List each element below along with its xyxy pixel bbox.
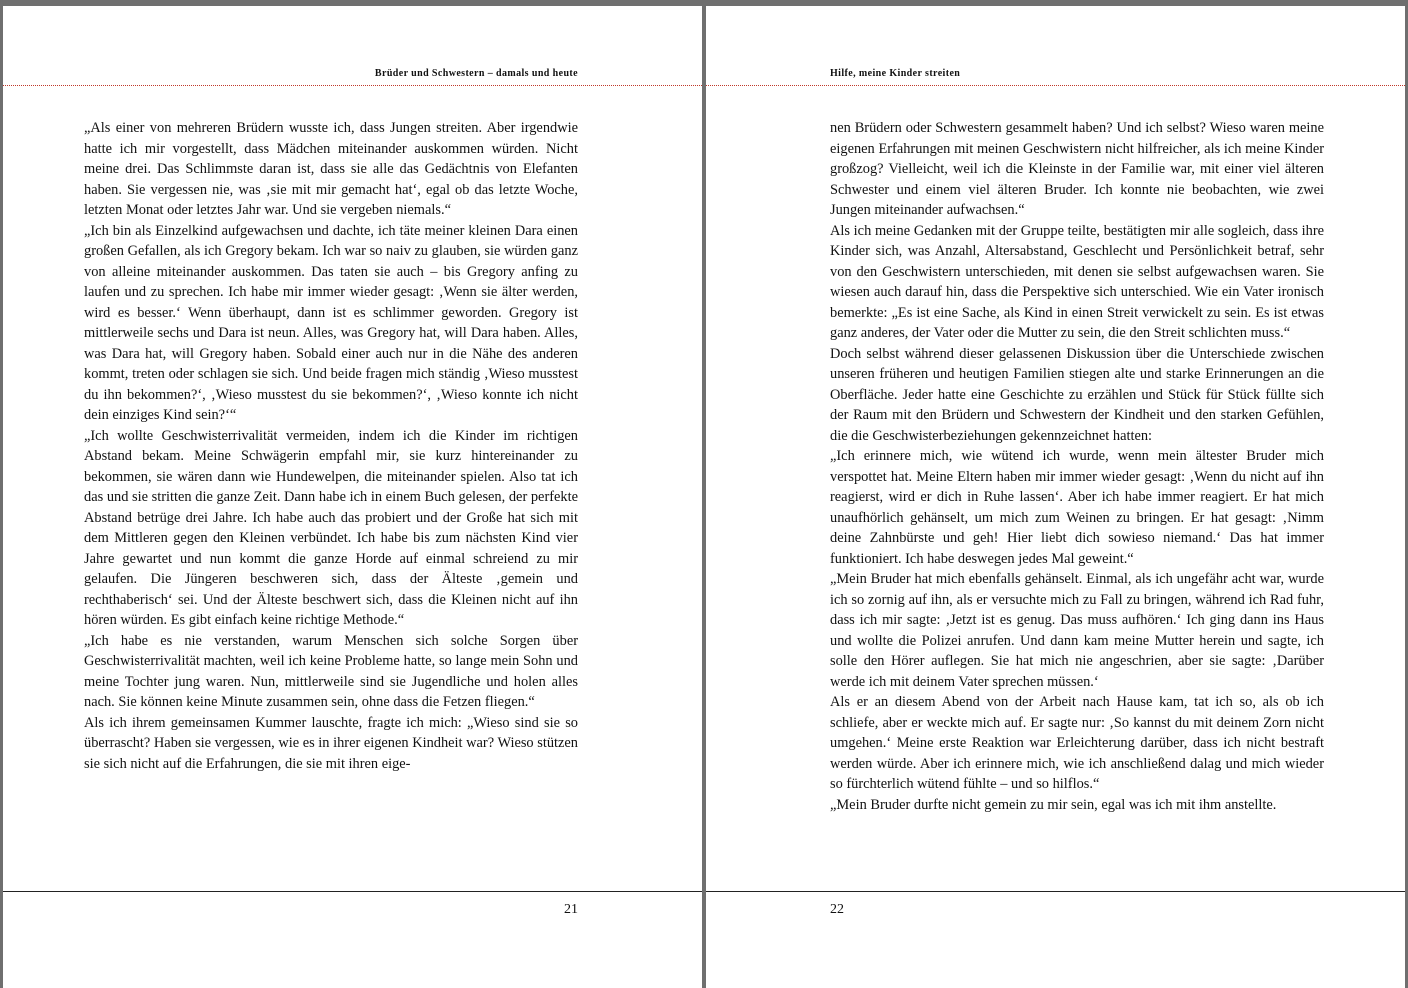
paragraph: Als ich ihrem gemeinsamen Kummer lauschte, fragte ich mich: „Wieso sind sie so überrascht? Haben sie vergessen, wie es in ihrer eigenen Kindheit war? Wieso stützen sie sich nicht auf die Erfahrungen, die sie mit ihren eige- <box>84 714 578 772</box>
paragraph: „Mein Bruder durfte nicht gemein zu mir sein, egal was ich mit ihm anstellte. <box>830 796 1277 813</box>
paragraph: „Ich wollte Geschwisterrivalität vermeiden, indem ich die Kinder im richtigen Abstand bekam. Meine Schwägerin empfahl mir, sie kurz hintereinander zu bekommen, sie wären dann wie Hundewelpen, die miteinander spielen. Also tat ich das und sie stritten die ganze Zeit. Dann habe ich in einem Buch gelesen, der perfekte Abstand betrüge drei Jahre. Ich habe auch das probiert und der Große hat sich mit dem Mittleren gegen den Kleinen verbündet. Ich habe bis zum nächsten Kind vier Jahre gewartet und nun kommt die ganze Horde auf einmal schreiend zu mir gelaufen. Die Jüngeren beschweren sich, dass der Älteste ‚gemein und rechthaberisch‘ sei. Und der Älteste beschwert sich, dass die Kleinen nicht auf ihn hören würden. Es gibt einfach keine richtige Methode.“ <box>84 427 578 628</box>
paragraph: „Mein Bruder hat mich ebenfalls gehänselt. Einmal, als ich ungefähr acht war, wurde ich so zornig auf ihn, als er versuchte mich zu Fall zu bringen, während ich Rad fuhr, dass ich mir sagte: ‚Jetzt ist es genug. Das muss aufhören.‘ Ich ging dann ins Haus und wollte die Polizei anrufen. Und dann kam meine Mutter herein und sagte, ich solle den Hörer auflegen. Sie hat mich nie angeschrien, aber sie sagte: ‚Darüber werde ich mit deinem Vater sprechen müssen.‘ <box>830 571 1324 690</box>
page-21 <box>3 6 702 988</box>
running-head-right: Hilfe, meine Kinder streiten <box>830 68 961 79</box>
page-22 <box>706 6 1405 988</box>
header-rule <box>3 85 702 86</box>
header-rule <box>706 85 1405 86</box>
footer-rule <box>706 891 1405 892</box>
paragraph: „Ich erinnere mich, wie wütend ich wurde, wenn mein ältester Bruder mich verspottet hat. Meine Eltern haben mir immer wieder gesagt: ‚Wenn du nicht auf ihn reagierst, wird er dich in Ruhe lassen‘. Aber ich habe immer reagiert. Er hat mich unaufhörlich gehänselt, um mich zum Weinen zu bringen. Er hat gesagt: ‚Nimm deine Zahnbürste und geh! Hier liebt dich sowieso niemand.‘ Das hat immer funktioniert. Ich habe deswegen jedes Mal geweint.“ <box>830 448 1324 567</box>
paragraph: „Als einer von mehreren Brüdern wusste ich, dass Jungen streiten. Aber irgendwie hatte ich mir vorgestellt, dass Mädchen miteinander auskommen würden. Nicht meine drei. Das Schlimmste daran ist, dass sie alle das Gedächtnis von Elefanten haben. Sie vergessen nie, was ‚sie mit mir gemacht hat‘, egal ob das letzte Woche, letzten Monat oder letztes Jahr war. Und sie vergeben niemals.“ <box>84 120 578 218</box>
body-text-right <box>830 118 1324 815</box>
paragraph: Doch selbst während dieser gelassenen Diskussion über die Unterschiede zwischen unseren früheren und heutigen Familien stiegen alte und starke Erinnerungen an die Oberfläche. Jeder hatte eine Geschichte zu erzählen und Stück für Stück füllte sich der Raum mit den Brüdern und Schwestern der Kindheit und den starken Gefühlen, die die Geschwisterbeziehungen gekennzeichnet hatten: <box>830 345 1324 444</box>
paragraph: Als er an diesem Abend von der Arbeit nach Hause kam, tat ich so, als ob ich schliefe, aber er weckte mich auf. Er sagte nur: ‚So kannst du mit deinem Zorn nicht umgehen.‘ Meine erste Reaktion war Erleichterung darüber, dass ich nicht bestraft werden würde. Aber ich erinnere mich, wie ich anschließend dalag und mich wieder so fürchterlich wütend fühlte – und so hilflos.“ <box>830 694 1324 792</box>
paragraph: Als ich meine Gedanken mit der Gruppe teilte, bestätigten mir alle sogleich, dass ihre Kinder sich, was Anzahl, Altersabstand, Geschlecht und Persönlichkeit betraf, sehr von den Geschwistern unterschieden, mit denen sie selbst aufgewachsen waren. Sie wiesen auch darauf hin, dass die Perspektive sich unterschied. Wie ein Vater ironisch bemerkte: „Es ist eine Sache, als Kind in einen Streit verwickelt zu sein. Es ist etwas ganz anderes, der Vater oder die Mutter zu sein, die den Streit schlichten muss.“ <box>830 222 1324 341</box>
page-number-right: 22 <box>830 902 844 917</box>
paragraph: „Ich bin als Einzelkind aufgewachsen und dachte, ich täte meiner kleinen Dara einen großen Gefallen, als ich Gregory bekam. Ich war so naiv zu glauben, sie würden ganz von alleine miteinander auskommen. Das taten sie auch – bis Gregory anfing zu laufen und zu sprechen. Ich habe mir immer wieder gesagt: ‚Wenn sie älter werden, wird es besser.‘ Wenn überhaupt, dann ist es schlimmer geworden. Gregory ist mittlerweile sechs und Dara ist neun. Alles, was Gregory hat, will Dara haben. Alles, was Dara hat, will Gregory haben. Sobald einer auch nur in die Nähe des anderen kommt, treten oder schlagen sie sich. Und beide fragen mich ständig ‚Wieso musstest du ihn bekommen?‘, ‚Wieso musstest du sie bekommen?‘, ‚Wieso konnte ich nicht dein einziges Kind sein?‘“ <box>84 222 578 423</box>
running-head-left: Brüder und Schwestern – damals und heute <box>374 68 578 79</box>
paragraph: nen Brüdern oder Schwestern gesammelt haben? Und ich selbst? Wieso waren meine eigenen Erfahrungen mit meinen Geschwistern nicht hilfreicher, als ich meine Kinder großzog? Vielleicht, weil ich die Kleinste in der Familie war, mit einer viel älteren Schwester und einem viel älteren Bruder. Ich konnte nie beobachten, wie zwei Jungen miteinander aufwachsen.“ <box>830 120 1324 218</box>
paragraph: „Ich habe es nie verstanden, warum Menschen sich solche Sorgen über Geschwisterrivalität machten, weil ich keine Probleme hatte, so lange mein Sohn und meine Tochter jung waren. Nun, mittlerweile sind sie Jugendliche und holen alles nach. Sie können keine Minute zusammen sein, ohne dass die Fetzen fliegen.“ <box>84 632 578 710</box>
page-number-left: 21 <box>564 902 578 917</box>
body-text-left <box>84 118 578 774</box>
footer-rule <box>3 891 702 892</box>
